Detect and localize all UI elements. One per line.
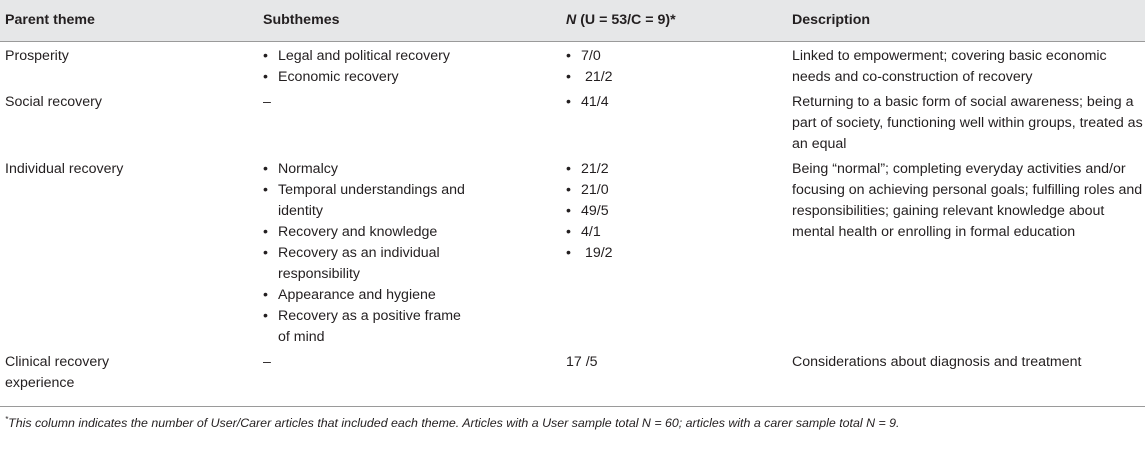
table-footnote (0, 407, 1145, 431)
subtheme-item: • Economic recovery (259, 67, 561, 88)
subthemes-cell (258, 155, 561, 348)
n-count-item: • 21/2 (562, 159, 787, 180)
parent-theme-cell: Individual recovery (5, 161, 124, 177)
table-row (0, 88, 1145, 155)
n-count-list (562, 159, 787, 264)
n-count-list (562, 92, 787, 113)
table-row (0, 155, 1145, 348)
table-header-row (0, 0, 1145, 42)
n-count-cell (561, 88, 787, 155)
subtheme-item: • Temporal understandings and identity (259, 180, 561, 222)
parent-theme-cell: Clinical recovery experience (0, 348, 258, 407)
n-count-item: • 19/2 (562, 243, 787, 264)
header-n-rest: (U = 53/C = 9)* (576, 12, 676, 28)
subtheme-list (259, 159, 561, 348)
n-count-item: • 21/0 (562, 180, 787, 201)
n-count-list (562, 46, 787, 88)
description-cell: Linked to empowerment; covering basic economic needs and co-construction of recovery (792, 48, 1107, 85)
n-count-cell (561, 42, 787, 89)
parent-theme-cell: Social recovery (5, 94, 102, 110)
n-count-item: • 21/2 (562, 67, 787, 88)
header-subthemes: Subthemes (258, 0, 561, 42)
n-count-cell (561, 155, 787, 348)
n-count-item: • 4/1 (562, 222, 787, 243)
subtheme-item: • Recovery and knowledge (259, 222, 561, 243)
table-row (0, 42, 1145, 89)
subtheme-item: • Normalcy (259, 159, 561, 180)
subtheme-item: • Legal and political recovery (259, 46, 561, 67)
n-count-item: • 7/0 (562, 46, 787, 67)
subthemes-cell: – (263, 94, 271, 110)
footnote-marker: * (5, 414, 9, 424)
subthemes-cell (258, 42, 561, 89)
n-count-cell: 17 /5 (561, 348, 787, 407)
header-n-count (561, 0, 787, 42)
header-n-italic: N (566, 12, 577, 28)
parent-theme-cell: Prosperity (5, 48, 69, 64)
header-parent-theme: Parent theme (0, 0, 258, 42)
footnote-text: This column indicates the number of User/Carer articles that included each theme. Articles with a User sample total N = 60; articles with a carer sample total N = 9. (8, 416, 900, 430)
subtheme-item: • Recovery as an individual responsibility (259, 243, 561, 285)
description-cell: Being “normal”; completing everyday activities and/or focusing on achieving personal goals; fulfilling roles and responsibilities; gaining relevant knowledge about mental health or enrolling in formal education (792, 161, 1143, 240)
description-cell: Returning to a basic form of social awareness; being a part of society, functioning well within groups, treated as an equal (792, 94, 1143, 152)
header-description: Description (787, 0, 1145, 42)
subtheme-list (259, 46, 561, 88)
subthemes-cell: – (258, 348, 561, 407)
n-count-item: • 49/5 (562, 201, 787, 222)
subtheme-item: • Appearance and hygiene (259, 285, 561, 306)
subtheme-item: • Recovery as a positive frame of mind (259, 306, 561, 348)
n-count-item: • 41/4 (562, 92, 787, 113)
description-cell: Considerations about diagnosis and treatment (787, 348, 1145, 407)
table-row (0, 348, 1145, 407)
